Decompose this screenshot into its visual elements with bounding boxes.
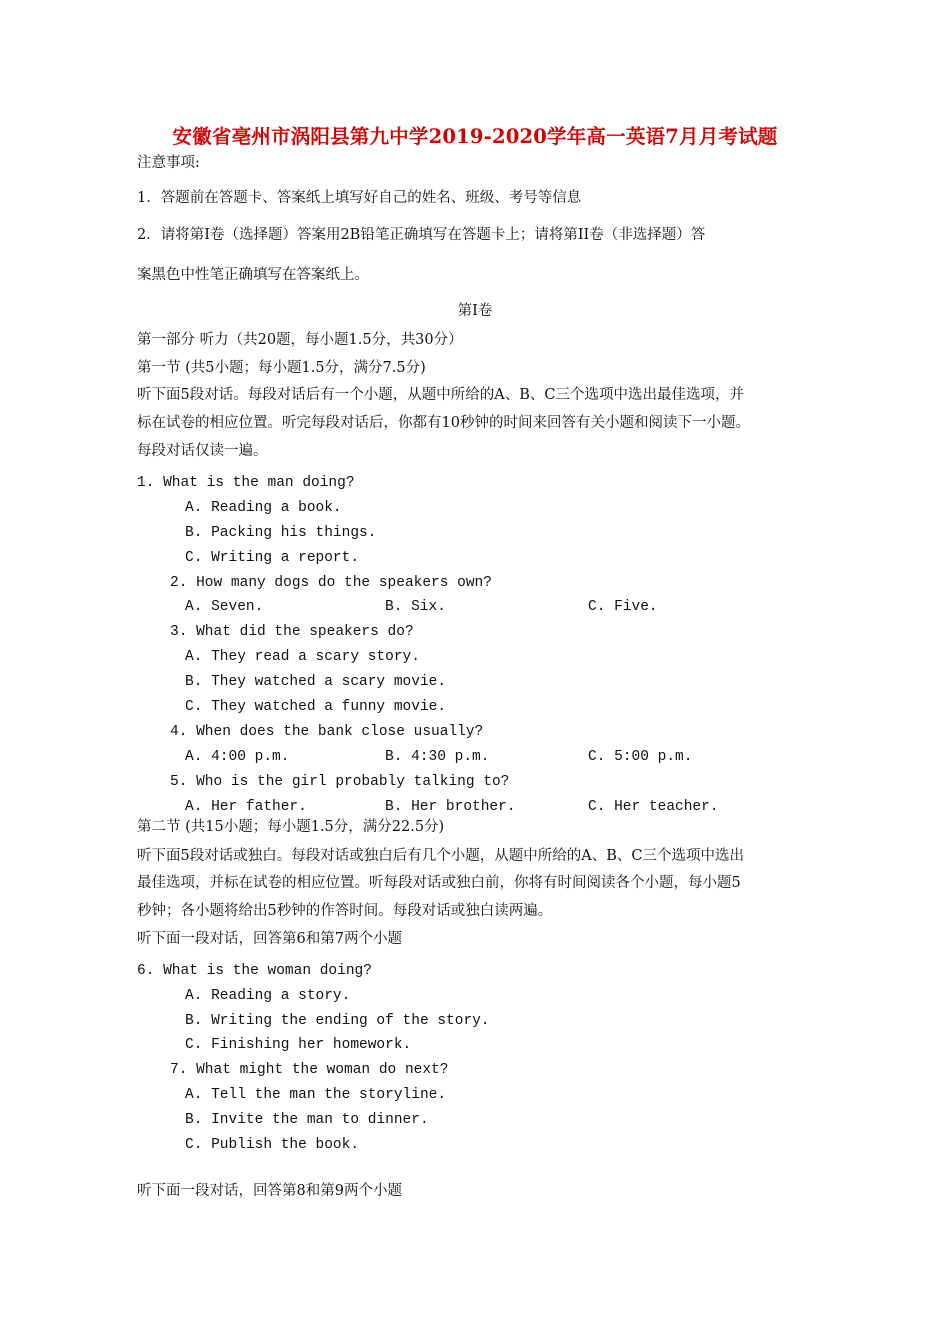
question-5-option-a: A. Her father. xyxy=(185,799,307,815)
section2-heading: 第二节 (共15小题；每小题1.5分，满分22.5分) xyxy=(137,819,445,835)
question-6-option-a: A. Reading a story. xyxy=(185,988,351,1004)
question-1-option-c: C. Writing a report. xyxy=(185,550,360,566)
question-6-option-b: B. Writing the ending of the story. xyxy=(185,1013,490,1029)
part1-heading: 第一部分 听力（共20题，每小题1.5分，共30分） xyxy=(137,332,463,348)
question-7-option-a: A. Tell the man the storyline. xyxy=(185,1087,447,1103)
notice-item-2-line-1: 2．请将第I卷（选择题）答案用2B铅笔正确填写在答题卡上；请将第II卷（非选择题）答 xyxy=(137,227,706,243)
question-1: 1. What is the man doing? xyxy=(137,475,355,491)
question-1-option-a: A. Reading a book. xyxy=(185,500,342,516)
question-4-option-c: C. 5:00 p.m. xyxy=(588,749,693,765)
question-3: 3. What did the speakers do? xyxy=(170,624,414,640)
question-6: 6. What is the woman doing? xyxy=(137,963,372,979)
question-7-option-c: C. Publish the book. xyxy=(185,1137,360,1153)
question-7: 7. What might the woman do next? xyxy=(170,1062,449,1078)
question-4: 4. When does the bank close usually? xyxy=(170,724,484,740)
section1-instructions-line-2: 标在试卷的相应位置。听完每段对话后，你都有10秒钟的时间来回答有关小题和阅读下一小题。 xyxy=(137,415,750,431)
section2-instructions-line-3: 秒钟；各小题将给出5秒钟的作答时间。每段对话或独白读两遍。 xyxy=(137,903,553,919)
notice-item-1: 1．答题前在答题卡、答案纸上填写好自己的姓名、班级、考号等信息 xyxy=(137,190,582,206)
notice-item-2-line-2: 案黑色中性笔正确填写在答案纸上。 xyxy=(137,267,369,283)
group-2-intro: 听下面一段对话，回答第8和第9两个小题 xyxy=(137,1183,402,1199)
question-6-option-c: C. Finishing her homework. xyxy=(185,1037,412,1053)
question-5-option-b: B. Her brother. xyxy=(385,799,516,815)
question-5: 5. Who is the girl probably talking to? xyxy=(170,774,510,790)
question-4-option-a: A. 4:00 p.m. xyxy=(185,749,290,765)
question-2-option-a: A. Seven. xyxy=(185,599,264,615)
question-2: 2. How many dogs do the speakers own? xyxy=(170,575,492,591)
notice-heading: 注意事项: xyxy=(137,155,200,171)
question-4-option-b: B. 4:30 p.m. xyxy=(385,749,490,765)
section2-instructions-line-2: 最佳选项，并标在试卷的相应位置。听每段对话或独白前，你将有时间阅读各个小题，每小题5 xyxy=(137,875,741,891)
question-3-option-b: B. They watched a scary movie. xyxy=(185,674,447,690)
question-3-option-c: C. They watched a funny movie. xyxy=(185,699,447,715)
section1-instructions-line-1: 听下面5段对话。每段对话后有一个小题，从题中所给的A、B、C三个选项中选出最佳选项，并 xyxy=(137,387,744,403)
question-7-option-b: B. Invite the man to dinner. xyxy=(185,1112,429,1128)
group-1-intro: 听下面一段对话，回答第6和第7两个小题 xyxy=(137,931,402,947)
volume-label: 第I卷 xyxy=(457,303,493,319)
question-2-option-b: B. Six. xyxy=(385,599,446,615)
section1-heading: 第一节 (共5小题；每小题1.5分，满分7.5分) xyxy=(137,360,426,376)
question-1-option-b: B. Packing his things. xyxy=(185,525,377,541)
section1-instructions-line-3: 每段对话仅读一遍。 xyxy=(137,443,268,459)
question-3-option-a: A. They read a scary story. xyxy=(185,649,420,665)
exam-title: 安徽省亳州市涡阳县第九中学2019-2020学年高一英语7月月考试题 xyxy=(172,125,778,148)
question-5-option-c: C. Her teacher. xyxy=(588,799,719,815)
question-2-option-c: C. Five. xyxy=(588,599,658,615)
section2-instructions-line-1: 听下面5段对话或独白。每段对话或独白后有几个小题，从题中所给的A、B、C三个选项中选出 xyxy=(137,848,744,864)
